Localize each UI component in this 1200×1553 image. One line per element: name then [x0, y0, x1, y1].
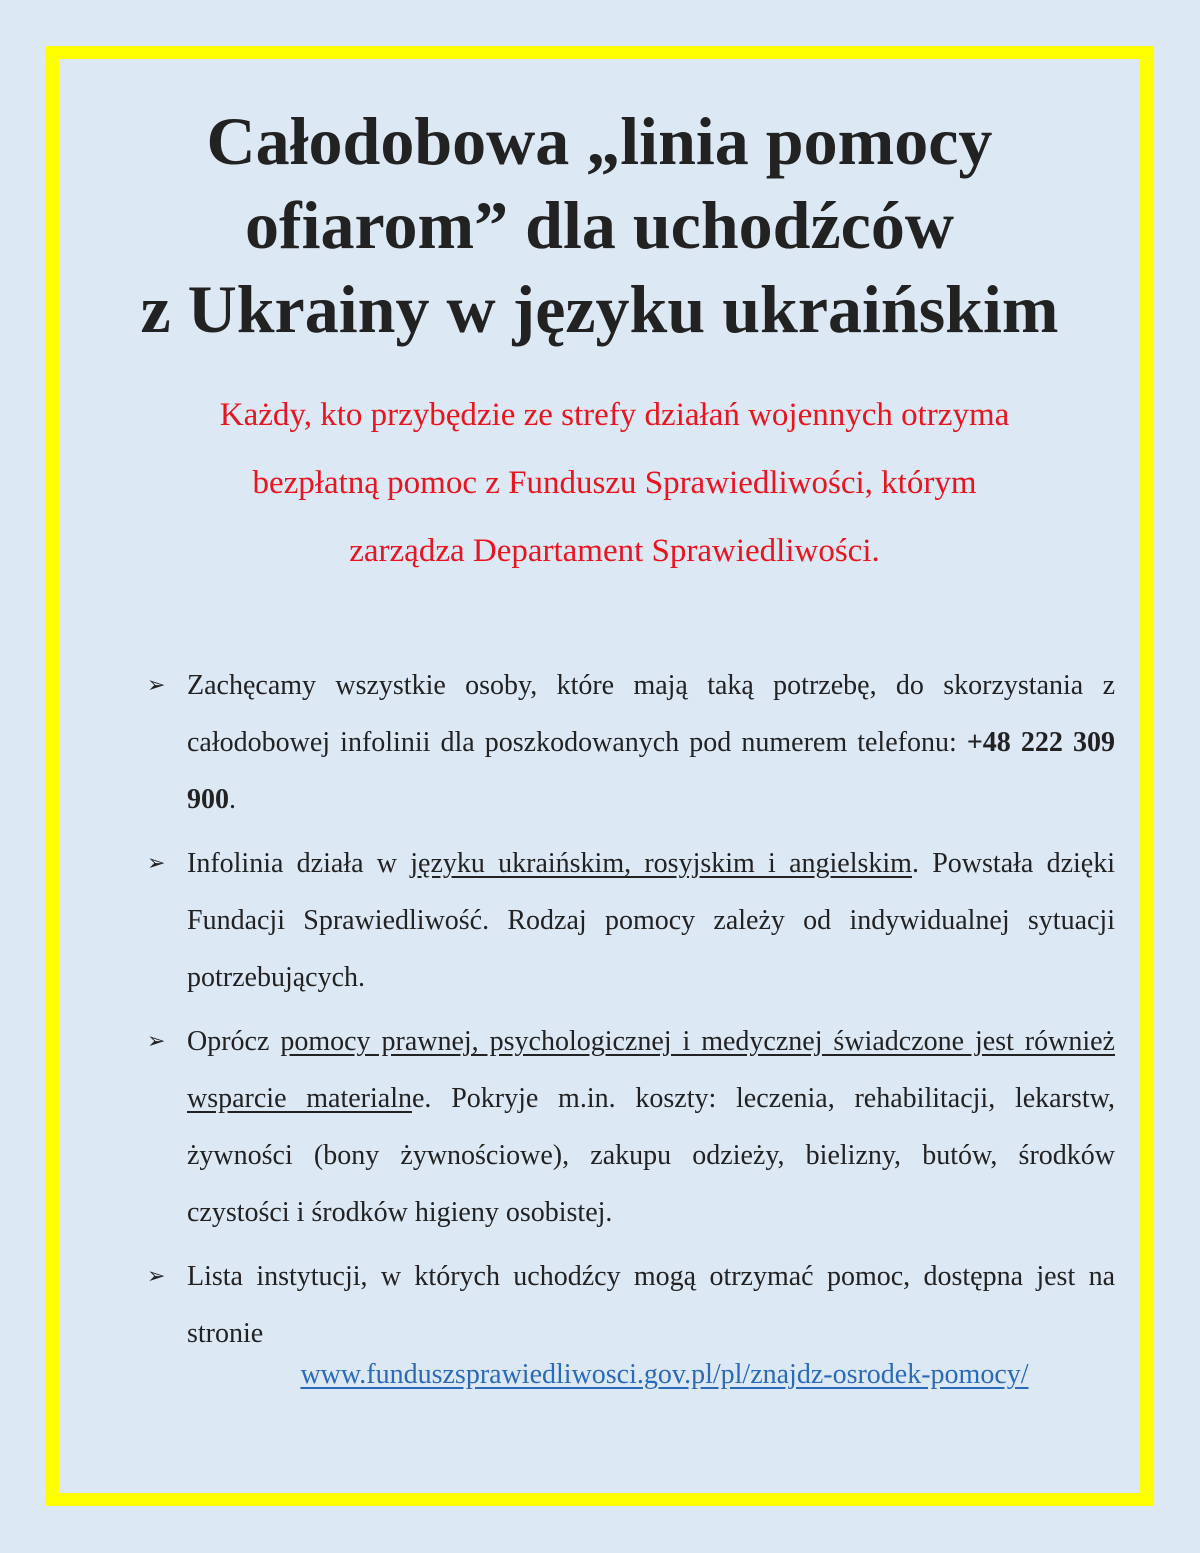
arrow-bullet-icon: ➢ [147, 673, 166, 698]
bullet-institution-list [139, 1248, 1115, 1362]
intro-line: zarządza Departament Sprawiedliwości. [349, 533, 880, 569]
assistance-centers-link[interactable]: www.funduszsprawiedliwosci.gov.pl/pl/znajdz-osrodek-pomocy/ [300, 1359, 1029, 1390]
info-bullet-list [139, 657, 1115, 1369]
bullet-text: e. Pokryje m.in. koszty: leczenia, rehabilitacji, lekarstw, żywności (bony żywnościowe), zakupu odzieży, bielizny, butów, środków czystości i środków higieny osobistej. [187, 1083, 1115, 1228]
bullet-underlined-text: pomocy prawnej, psychologicznej i medycznej świadczone jest również wsparcie materialn [187, 1026, 1115, 1114]
title-line: ofiarom” dla uchodźców [245, 187, 954, 263]
bullet-helpline [139, 657, 1115, 828]
bullet-languages [139, 835, 1115, 1006]
bullet-text: Lista instytucji, w których uchodźcy mogą otrzymać pomoc, dostępna jest na stronie [187, 1261, 1115, 1349]
bullet-text: Zachęcamy wszystkie osoby, które mają taką potrzebę, do skorzystania z całodobowej infolinii dla poszkodowanych pod numerem telefonu: [187, 670, 1115, 758]
arrow-bullet-icon: ➢ [147, 1029, 166, 1054]
page-title [59, 99, 1140, 351]
arrow-bullet-icon: ➢ [147, 1264, 166, 1289]
bullet-text: . Powstała dzięki Fundacji Sprawiedliwość. Rodzaj pomocy zależy od indywidualnej sytuacji potrzebujących. [187, 848, 1115, 993]
poster-frame [46, 46, 1153, 1506]
intro-line: Każdy, kto przybędzie ze strefy działań wojennych otrzyma [219, 397, 1010, 433]
bullet-text: . [229, 784, 236, 815]
bullet-underlined-text: języku ukraińskim, rosyjskim i angielskim [410, 848, 912, 879]
bullet-text: Oprócz [187, 1026, 281, 1057]
title-line: z Ukrainy w języku ukraińskim [140, 271, 1059, 347]
intro-line: bezpłatną pomoc z Funduszu Sprawiedliwości, którym [252, 465, 977, 501]
intro-paragraph [129, 381, 1100, 585]
phone-number[interactable]: +48 222 309 900 [187, 727, 1115, 815]
bullet-text: Infolinia działa w [187, 848, 411, 879]
bullet-support-types [139, 1013, 1115, 1241]
title-line: Całodobowa „linia pomocy [206, 103, 993, 179]
website-link-line [59, 1359, 1140, 1391]
arrow-bullet-icon: ➢ [147, 851, 166, 876]
